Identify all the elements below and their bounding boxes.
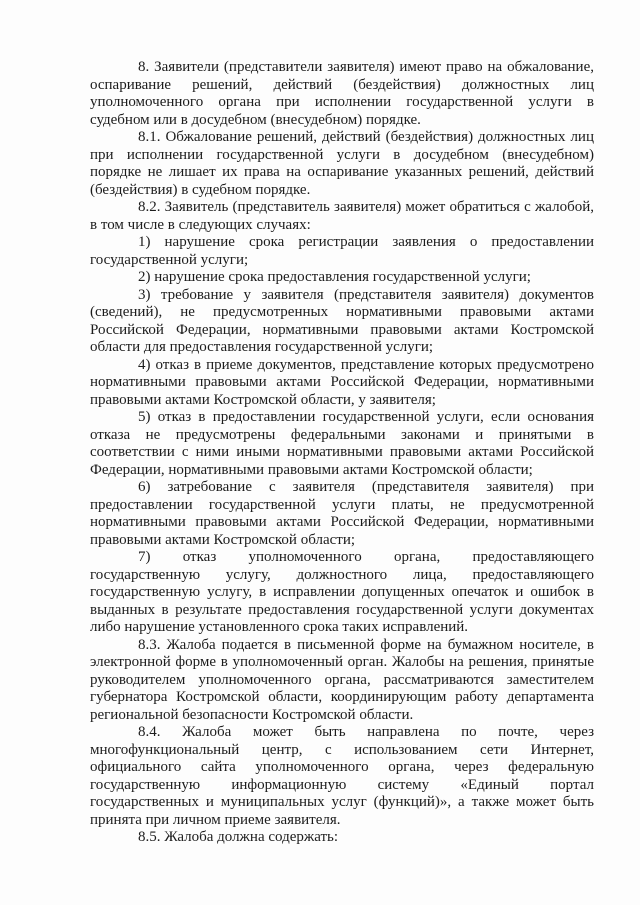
text-line: 8.2. Заявитель (представитель заявителя) может обратиться с жалобой, (138, 199, 594, 215)
text-line: области для предоставления государственной услуги; (90, 339, 434, 355)
document-body (90, 59, 594, 847)
text-line: государственную услугу, должностного лица, предоставляющего (90, 566, 594, 583)
text-line: 1) нарушение срока регистрации заявления о предоставлении (138, 234, 594, 250)
paragraph-8-5 (90, 829, 594, 847)
text-line: правовыми актами Костромской области; (90, 531, 356, 548)
text-line: 4) отказ в приеме документов, представление которых предусмотрено (138, 356, 594, 373)
paragraph-8-2 (90, 199, 594, 234)
text-line: 8.3. Жалоба подается в письменной форме на бумажном носителе, в (138, 636, 594, 653)
list-item-6 (90, 479, 594, 549)
text-line: порядке не лишает их права на оспаривание указанных решений, действий (90, 164, 594, 180)
text-line: принята при личном приеме заявителя. (90, 811, 341, 828)
text-line: официального сайта уполномоченного органа, через федеральную (90, 759, 594, 775)
text-line: 6) затребование с заявителя (представителя заявителя) при (138, 479, 594, 495)
text-line: отказа не предусмотрены федеральными законами и принятыми в (90, 426, 594, 443)
list-item-5 (90, 409, 594, 479)
text-line: в том числе в следующих случаях: (90, 216, 311, 233)
text-line: судебном или в досудебном (внесудебном) порядке. (90, 111, 421, 128)
text-line: нормативными правовыми актами Российской Федерации, нормативными (90, 374, 594, 390)
text-line: оспаривание решений, действий (бездействия) должностных лиц (90, 76, 594, 93)
text-line: (бездействия) в судебном порядке. (90, 181, 311, 198)
list-item-3 (90, 287, 594, 357)
text-line: 3) требование у заявителя (представителя заявителя) документов (138, 286, 594, 303)
paragraph-8 (90, 59, 594, 129)
text-line: соответствии с ними иными нормативными правовыми актами Российской (90, 444, 594, 460)
list-item-2 (90, 269, 594, 287)
text-line: нормативными правовыми актами Российской Федерации, нормативными (90, 514, 594, 530)
text-line: 2) нарушение срока предоставления государственной услуги; (138, 269, 531, 285)
text-line: предоставлении государственной услуги платы, не предусмотренной (90, 496, 594, 513)
list-item-1 (90, 234, 594, 269)
text-line: правовыми актами Костромской области, у заявителя; (90, 391, 436, 408)
paragraph-8-3 (90, 637, 594, 725)
text-line: 8.5. Жалоба должна содержать: (138, 829, 339, 845)
text-line: Федерации, нормативными правовыми актами Костромской области; (90, 461, 533, 478)
text-line: электронной форме в уполномоченный орган. Жалобы на решения, принятые (90, 654, 594, 670)
text-line: выданных в результате предоставления государственной услуги документах (90, 601, 594, 618)
text-line: (сведений), не предусмотренных нормативными правовыми актами (90, 304, 594, 320)
text-line: 8. Заявители (представители заявителя) имеют право на обжалование, (138, 59, 594, 75)
text-line: государственную информационную систему «Единый портал (90, 776, 594, 793)
text-line: 5) отказ в предоставлении государственной услуги, если основания (138, 409, 594, 425)
text-line: при исполнении государственной услуги в досудебном (внесудебном) (90, 146, 594, 163)
list-item-4 (90, 357, 594, 410)
text-line: государственную услугу, в исправлении допущенных опечаток и ошибок в (90, 584, 594, 600)
text-line: руководителем уполномоченного органа, рассматриваются заместителем (90, 671, 594, 688)
text-line: многофункциональный центр, с использованием сети Интернет, (90, 741, 594, 758)
text-line: либо нарушение установленного срока таких исправлений. (90, 619, 469, 635)
text-line: Российской Федерации, нормативными правовыми актами Костромской (90, 321, 594, 338)
text-line: региональной безопасности Костромской области. (90, 706, 414, 723)
text-line: губернатора Костромской области, координирующим работу департамента (90, 689, 594, 705)
list-item-7 (90, 549, 594, 637)
text-line: государственных и муниципальных услуг (функций)», а также может быть (90, 794, 594, 810)
text-line: 8.1. Обжалование решений, действий (бездействия) должностных лиц (138, 129, 594, 145)
paragraph-8-4 (90, 724, 594, 829)
text-line: 8.4. Жалоба может быть направлена по почте, через (138, 724, 594, 740)
text-line: государственной услуги; (90, 251, 249, 268)
text-line: уполномоченного органа при исполнении государственной услуги в (90, 94, 594, 110)
paragraph-8-1 (90, 129, 594, 199)
text-line: 7) отказ уполномоченного органа, предоставляющего (138, 549, 594, 565)
